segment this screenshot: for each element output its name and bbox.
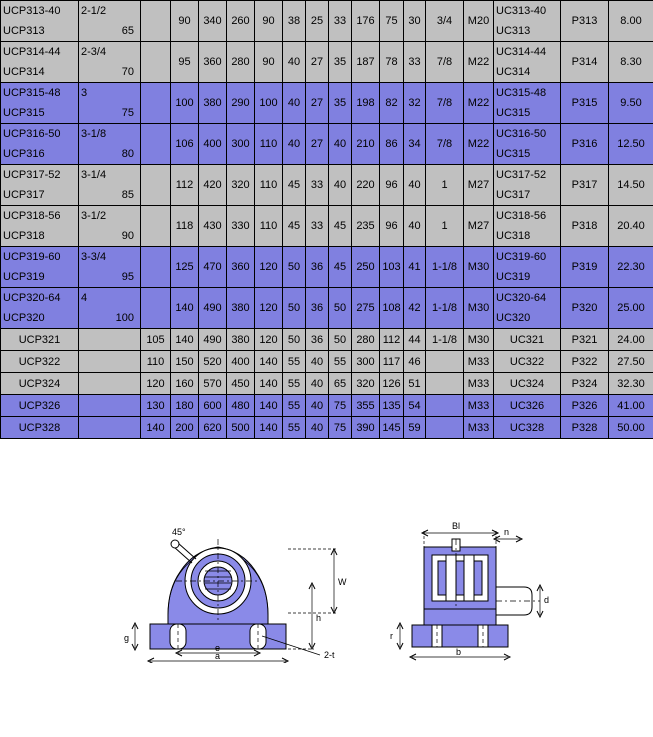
cell-bolt: M22 [464, 124, 494, 165]
cell-housing: P322 [561, 351, 609, 373]
cell-housing: P318 [561, 206, 609, 247]
table-row [1, 417, 653, 439]
cell-n: 390 [352, 417, 380, 439]
cell-n: 198 [352, 83, 380, 124]
cell-designation: UCP321 [1, 329, 79, 351]
cell-w: 40 [329, 165, 352, 206]
cell-designation: UCP319-60 UCP319 [1, 247, 79, 288]
cell-n: 220 [352, 165, 380, 206]
cell-bolt: M33 [464, 395, 494, 417]
cell-bore-inch [79, 395, 141, 417]
cell-e: 450 [227, 373, 255, 395]
cell-bearing: UC321 [494, 329, 561, 351]
cell-b: 90 [255, 1, 283, 42]
cell-h: 90 [171, 1, 199, 42]
cell-weight: 50.00 [609, 417, 653, 439]
cell-e: 280 [227, 42, 255, 83]
cell-e: 330 [227, 206, 255, 247]
cell-bearing: UC320-64 UC320 [494, 288, 561, 329]
cell-e: 320 [227, 165, 255, 206]
cell-h: 140 [171, 329, 199, 351]
cell-b: 110 [255, 124, 283, 165]
cell-designation: UCP326 [1, 395, 79, 417]
cell-g: 36 [306, 288, 329, 329]
cell-housing: P313 [561, 1, 609, 42]
cell-designation: UCP314-44 UCP314 [1, 42, 79, 83]
cell-h: 106 [171, 124, 199, 165]
cell-n: 300 [352, 351, 380, 373]
cell-bearing: UC322 [494, 351, 561, 373]
cell-bolt-size: 1 [426, 206, 464, 247]
cell-w: 55 [329, 351, 352, 373]
cell-a: 420 [199, 165, 227, 206]
cell-s: 55 [283, 373, 306, 395]
front-view [124, 527, 347, 663]
cell-g: 27 [306, 124, 329, 165]
cell-r: 135 [380, 395, 404, 417]
cell-housing: P324 [561, 373, 609, 395]
cell-bore-inch: 2-3/4 70 [79, 42, 141, 83]
cell-h: 112 [171, 165, 199, 206]
cell-bearing: UC318-56 UC318 [494, 206, 561, 247]
cell-bore-mm: 130 [141, 395, 171, 417]
cell-r: 96 [380, 165, 404, 206]
cell-bore-inch: 3-1/8 80 [79, 124, 141, 165]
cell-a: 490 [199, 288, 227, 329]
cell-b: 140 [255, 417, 283, 439]
cell-h: 150 [171, 351, 199, 373]
cell-s: 40 [283, 124, 306, 165]
label-45deg: 45° [172, 527, 186, 537]
cell-w: 50 [329, 329, 352, 351]
cell-r: 112 [380, 329, 404, 351]
cell-housing: P320 [561, 288, 609, 329]
cell-designation: UCP322 [1, 351, 79, 373]
cell-housing: P315 [561, 83, 609, 124]
cell-bolt-size: 1-1/8 [426, 288, 464, 329]
cell-n: 176 [352, 1, 380, 42]
cell-housing: P326 [561, 395, 609, 417]
dimension-drawing [0, 439, 653, 663]
cell-bolt: M30 [464, 329, 494, 351]
cell-t: 41 [404, 247, 426, 288]
cell-bolt: M27 [464, 165, 494, 206]
cell-bolt-size: 1 [426, 165, 464, 206]
cell-t: 59 [404, 417, 426, 439]
cell-b: 120 [255, 329, 283, 351]
cell-bore-mm-spacer [141, 124, 171, 165]
cell-n: 355 [352, 395, 380, 417]
cell-g: 36 [306, 329, 329, 351]
cell-bore-inch [79, 351, 141, 373]
cell-bolt-size: 1-1/8 [426, 247, 464, 288]
cell-bore-inch: 3 75 [79, 83, 141, 124]
cell-housing: P316 [561, 124, 609, 165]
table-row [1, 247, 653, 288]
cell-bore-mm: 120 [141, 373, 171, 395]
cell-t: 30 [404, 1, 426, 42]
cell-w: 45 [329, 206, 352, 247]
cell-t: 32 [404, 83, 426, 124]
cell-bolt-size: 3/4 [426, 1, 464, 42]
cell-bolt: M33 [464, 417, 494, 439]
cell-a: 470 [199, 247, 227, 288]
cell-e: 380 [227, 288, 255, 329]
cell-bolt-size: 1-1/8 [426, 329, 464, 351]
cell-w: 65 [329, 373, 352, 395]
cell-t: 54 [404, 395, 426, 417]
table-row [1, 83, 653, 124]
label-e: e [215, 643, 221, 653]
cell-bore-mm: 110 [141, 351, 171, 373]
cell-h: 140 [171, 288, 199, 329]
cell-designation: UCP315-48 UCP315 [1, 83, 79, 124]
cell-bolt: M33 [464, 373, 494, 395]
cell-n: 235 [352, 206, 380, 247]
cell-weight: 8.00 [609, 1, 653, 42]
cell-g: 40 [306, 417, 329, 439]
label-bl: Bl [452, 521, 461, 531]
cell-s: 40 [283, 42, 306, 83]
cell-t: 40 [404, 206, 426, 247]
cell-g: 33 [306, 206, 329, 247]
cell-g: 25 [306, 1, 329, 42]
side-view [390, 521, 549, 660]
cell-n: 280 [352, 329, 380, 351]
cell-bore-inch [79, 329, 141, 351]
table-row [1, 373, 653, 395]
cell-bore-mm-spacer [141, 83, 171, 124]
cell-s: 50 [283, 247, 306, 288]
cell-s: 55 [283, 417, 306, 439]
cell-bearing: UC315-48 UC315 [494, 83, 561, 124]
cell-r: 117 [380, 351, 404, 373]
cell-bolt: M30 [464, 247, 494, 288]
cell-e: 380 [227, 329, 255, 351]
cell-bolt-size [426, 373, 464, 395]
cell-r: 103 [380, 247, 404, 288]
cell-e: 290 [227, 83, 255, 124]
cell-bolt: M20 [464, 1, 494, 42]
cell-a: 570 [199, 373, 227, 395]
cell-s: 45 [283, 165, 306, 206]
cell-s: 40 [283, 83, 306, 124]
cell-bolt: M33 [464, 351, 494, 373]
cell-n: 320 [352, 373, 380, 395]
cell-weight: 22.30 [609, 247, 653, 288]
cell-bolt-size: 7/8 [426, 83, 464, 124]
cell-n: 250 [352, 247, 380, 288]
cell-weight: 8.30 [609, 42, 653, 83]
cell-s: 55 [283, 395, 306, 417]
drawing-svg [0, 439, 653, 663]
cell-a: 520 [199, 351, 227, 373]
cell-s: 45 [283, 206, 306, 247]
cell-bearing: UC317-52 UC317 [494, 165, 561, 206]
cell-bore-mm: 105 [141, 329, 171, 351]
cell-e: 300 [227, 124, 255, 165]
cell-w: 33 [329, 1, 352, 42]
cell-housing: P319 [561, 247, 609, 288]
cell-r: 126 [380, 373, 404, 395]
cell-weight: 24.00 [609, 329, 653, 351]
cell-weight: 41.00 [609, 395, 653, 417]
cell-bore-mm-spacer [141, 1, 171, 42]
cell-bore-inch [79, 373, 141, 395]
table-row [1, 42, 653, 83]
label-g: g [124, 633, 130, 643]
cell-h: 125 [171, 247, 199, 288]
cell-a: 600 [199, 395, 227, 417]
label-h: h [316, 613, 322, 623]
cell-w: 35 [329, 83, 352, 124]
cell-b: 120 [255, 288, 283, 329]
cell-bore-mm-spacer [141, 247, 171, 288]
cell-r: 96 [380, 206, 404, 247]
cell-a: 400 [199, 124, 227, 165]
cell-t: 33 [404, 42, 426, 83]
cell-r: 86 [380, 124, 404, 165]
table-row [1, 288, 653, 329]
cell-bore-inch [79, 417, 141, 439]
cell-bore-mm-spacer [141, 165, 171, 206]
cell-bolt: M27 [464, 206, 494, 247]
cell-s: 55 [283, 351, 306, 373]
cell-bearing: UC324 [494, 373, 561, 395]
label-b: b [456, 647, 462, 657]
cell-e: 360 [227, 247, 255, 288]
cell-housing: P321 [561, 329, 609, 351]
cell-weight: 9.50 [609, 83, 653, 124]
table-row [1, 206, 653, 247]
cell-w: 35 [329, 42, 352, 83]
cell-weight: 12.50 [609, 124, 653, 165]
cell-weight: 32.30 [609, 373, 653, 395]
cell-designation: UCP320-64 UCP320 [1, 288, 79, 329]
cell-h: 160 [171, 373, 199, 395]
cell-a: 620 [199, 417, 227, 439]
table-row [1, 395, 653, 417]
cell-housing: P328 [561, 417, 609, 439]
cell-bolt: M22 [464, 42, 494, 83]
cell-bolt-size [426, 351, 464, 373]
cell-bolt-size [426, 395, 464, 417]
cell-b: 100 [255, 83, 283, 124]
cell-designation: UCP317-52 UCP317 [1, 165, 79, 206]
label-n: n [504, 527, 510, 537]
cell-t: 51 [404, 373, 426, 395]
cell-bearing: UC328 [494, 417, 561, 439]
cell-bore-inch: 3-3/4 95 [79, 247, 141, 288]
cell-s: 50 [283, 288, 306, 329]
cell-bore-mm-spacer [141, 288, 171, 329]
cell-b: 90 [255, 42, 283, 83]
cell-a: 490 [199, 329, 227, 351]
cell-bearing: UC313-40 UC313 [494, 1, 561, 42]
cell-g: 40 [306, 351, 329, 373]
cell-h: 180 [171, 395, 199, 417]
cell-a: 340 [199, 1, 227, 42]
cell-w: 50 [329, 288, 352, 329]
label-a: a [215, 651, 221, 661]
cell-h: 95 [171, 42, 199, 83]
cell-weight: 25.00 [609, 288, 653, 329]
cell-e: 400 [227, 351, 255, 373]
cell-h: 118 [171, 206, 199, 247]
cell-r: 75 [380, 1, 404, 42]
cell-housing: P317 [561, 165, 609, 206]
cell-b: 120 [255, 247, 283, 288]
cell-s: 50 [283, 329, 306, 351]
cell-n: 187 [352, 42, 380, 83]
cell-e: 500 [227, 417, 255, 439]
cell-a: 380 [199, 83, 227, 124]
cell-bore-mm: 140 [141, 417, 171, 439]
cell-t: 46 [404, 351, 426, 373]
cell-bolt: M22 [464, 83, 494, 124]
cell-bore-inch: 4 100 [79, 288, 141, 329]
cell-bearing: UC326 [494, 395, 561, 417]
cell-r: 108 [380, 288, 404, 329]
cell-weight: 14.50 [609, 165, 653, 206]
cell-r: 78 [380, 42, 404, 83]
cell-r: 145 [380, 417, 404, 439]
cell-bore-inch: 3-1/2 90 [79, 206, 141, 247]
cell-w: 40 [329, 124, 352, 165]
label-d: d [544, 595, 550, 605]
cell-h: 200 [171, 417, 199, 439]
label-w: W [338, 577, 347, 587]
cell-h: 100 [171, 83, 199, 124]
cell-designation: UCP328 [1, 417, 79, 439]
cell-bearing: UC314-44 UC314 [494, 42, 561, 83]
cell-weight: 20.40 [609, 206, 653, 247]
cell-bore-mm-spacer [141, 42, 171, 83]
table-row [1, 165, 653, 206]
cell-housing: P314 [561, 42, 609, 83]
cell-g: 40 [306, 395, 329, 417]
cell-designation: UCP313-40 UCP313 [1, 1, 79, 42]
cell-e: 260 [227, 1, 255, 42]
cell-bolt-size [426, 417, 464, 439]
cell-b: 140 [255, 351, 283, 373]
cell-bolt-size: 7/8 [426, 42, 464, 83]
cell-b: 110 [255, 206, 283, 247]
cell-bearing: UC319-60 UC319 [494, 247, 561, 288]
label-r: r [390, 631, 393, 641]
table-row [1, 124, 653, 165]
table-row [1, 351, 653, 373]
cell-g: 40 [306, 373, 329, 395]
cell-w: 75 [329, 417, 352, 439]
cell-bore-inch: 3-1/4 85 [79, 165, 141, 206]
cell-bore-mm-spacer [141, 206, 171, 247]
cell-n: 210 [352, 124, 380, 165]
cell-e: 480 [227, 395, 255, 417]
table-row [1, 329, 653, 351]
cell-designation: UCP318-56 UCP318 [1, 206, 79, 247]
table-row [1, 1, 653, 42]
cell-weight: 27.50 [609, 351, 653, 373]
cell-bolt: M30 [464, 288, 494, 329]
cell-t: 40 [404, 165, 426, 206]
cell-n: 275 [352, 288, 380, 329]
label-2t: 2-t [324, 650, 335, 660]
cell-g: 27 [306, 42, 329, 83]
cell-b: 140 [255, 395, 283, 417]
cell-a: 360 [199, 42, 227, 83]
cell-designation: UCP316-50 UCP316 [1, 124, 79, 165]
cell-s: 38 [283, 1, 306, 42]
cell-designation: UCP324 [1, 373, 79, 395]
cell-a: 430 [199, 206, 227, 247]
cell-g: 36 [306, 247, 329, 288]
cell-t: 44 [404, 329, 426, 351]
cell-b: 110 [255, 165, 283, 206]
cell-bearing: UC316-50 UC315 [494, 124, 561, 165]
cell-bore-inch: 2-1/2 65 [79, 1, 141, 42]
cell-w: 45 [329, 247, 352, 288]
cell-t: 42 [404, 288, 426, 329]
cell-g: 33 [306, 165, 329, 206]
cell-bolt-size: 7/8 [426, 124, 464, 165]
cell-g: 27 [306, 83, 329, 124]
cell-r: 82 [380, 83, 404, 124]
cell-w: 75 [329, 395, 352, 417]
cell-b: 140 [255, 373, 283, 395]
cell-t: 34 [404, 124, 426, 165]
